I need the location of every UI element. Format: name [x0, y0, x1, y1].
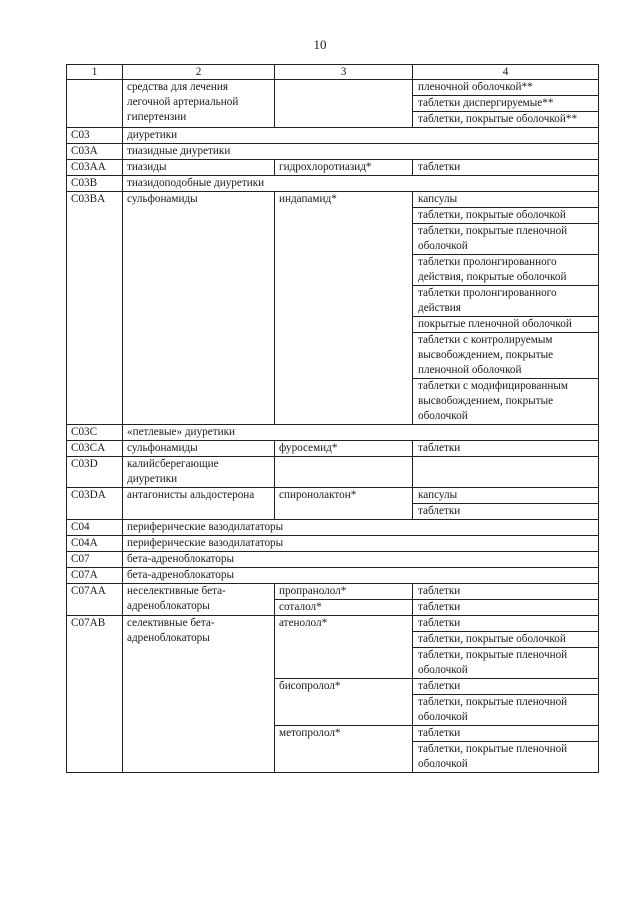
group-name-cell: неселективные бета-адреноблокаторы	[123, 584, 275, 616]
group-name-cell: тиазидные диуретики	[123, 144, 599, 160]
table-row	[67, 144, 599, 160]
dosage-form: капсулы	[418, 193, 458, 205]
drug-name-cell	[275, 457, 413, 488]
group-name-cell: калийсберегающие диуретики	[123, 457, 275, 488]
group-name-cell: антагонисты альдостерона	[123, 488, 275, 520]
dosage-forms-cell	[413, 457, 599, 488]
header-row	[67, 65, 599, 80]
table-row	[67, 160, 599, 176]
drug-name-cell: фуросемид*	[275, 441, 413, 457]
drug-name-cell: гидрохлоротиазид*	[275, 160, 413, 176]
atc-code-cell: C07	[67, 552, 123, 568]
dosage-form: таблетки	[418, 727, 461, 739]
table-row	[67, 425, 599, 441]
atc-code-cell: C07A	[67, 568, 123, 584]
table-row	[67, 552, 599, 568]
table-row	[67, 616, 599, 679]
column-header: 1	[67, 65, 123, 80]
dosage-form: таблетки	[418, 161, 461, 173]
dosage-form: таблетки	[418, 442, 461, 454]
dosage-form: таблетки, покрытые пленочной оболочкой	[413, 741, 598, 772]
atc-code-cell: C07AB	[67, 616, 123, 773]
drug-name-cell: бисопролол*	[275, 679, 413, 726]
column-header: 2	[123, 65, 275, 80]
group-name-cell: бета-адреноблокаторы	[123, 552, 599, 568]
atc-code-cell: C04A	[67, 536, 123, 552]
dosage-form: таблетки с модифицированным высвобождением, покрытые оболочкой	[413, 378, 598, 424]
table-row	[67, 584, 599, 600]
dosage-form: таблетки	[413, 503, 598, 519]
group-name-cell: тиазидоподобные диуретики	[123, 176, 599, 192]
dosage-form: таблетки, покрытые пленочной оболочкой	[413, 647, 598, 678]
group-name-cell: «петлевые» диуретики	[123, 425, 599, 441]
dosage-form: таблетки диспергируемые**	[413, 95, 598, 111]
table-row	[67, 457, 599, 488]
group-name-cell: средства для лечения легочной артериальной гипертензии	[123, 80, 275, 128]
atc-code-cell: C03A	[67, 144, 123, 160]
table-row	[67, 536, 599, 552]
dosage-forms-cell	[413, 616, 599, 679]
group-name-cell: сульфонамиды	[123, 441, 275, 457]
table-row	[67, 80, 599, 128]
atc-code-cell: C07AA	[67, 584, 123, 616]
table-row	[67, 192, 599, 425]
atc-code-cell: C03D	[67, 457, 123, 488]
dosage-forms-cell	[413, 726, 599, 773]
dosage-form: таблетки пролонгированного действия	[413, 285, 598, 316]
dosage-form: таблетки	[418, 617, 461, 629]
column-header: 3	[275, 65, 413, 80]
dosage-form: таблетки, покрытые пленочной оболочкой	[413, 694, 598, 725]
table-row	[67, 176, 599, 192]
table-row	[67, 488, 599, 520]
table-row	[67, 441, 599, 457]
group-name-cell: сульфонамиды	[123, 192, 275, 425]
atc-code-cell: C04	[67, 520, 123, 536]
dosage-form: таблетки, покрытые оболочкой	[413, 631, 598, 647]
atc-code-cell: C03AA	[67, 160, 123, 176]
dosage-form: покрытые пленочной оболочкой	[413, 316, 598, 332]
drug-name-cell: атенолол*	[275, 616, 413, 679]
drug-table	[66, 64, 599, 773]
dosage-forms-cell	[413, 600, 599, 616]
dosage-form: таблетки пролонгированного действия, покрытые оболочкой	[413, 254, 598, 285]
dosage-form: таблетки с контролируемым высвобождением, покрытые пленочной оболочкой	[413, 332, 598, 378]
atc-code-cell: C03CA	[67, 441, 123, 457]
drug-name-cell: индапамид*	[275, 192, 413, 425]
group-name-cell: диуретики	[123, 128, 599, 144]
drug-name-cell	[275, 80, 413, 128]
group-name-cell: периферические вазодилататоры	[123, 536, 599, 552]
dosage-form	[413, 457, 598, 472]
drug-name-cell: пропранолол*	[275, 584, 413, 600]
dosage-form: таблетки	[418, 680, 461, 692]
dosage-forms-cell	[413, 488, 599, 520]
dosage-form: таблетки, покрытые оболочкой**	[413, 111, 598, 127]
drug-name-cell: метопролол*	[275, 726, 413, 773]
table-row	[67, 128, 599, 144]
drug-name-cell: спиронолактон*	[275, 488, 413, 520]
dosage-form: таблетки, покрытые пленочной оболочкой	[413, 223, 598, 254]
group-name-cell: периферические вазодилататоры	[123, 520, 599, 536]
dosage-form: таблетки	[418, 601, 461, 613]
table-row	[67, 568, 599, 584]
dosage-forms-cell	[413, 80, 599, 128]
atc-code-cell	[67, 80, 123, 128]
group-name-cell: тиазиды	[123, 160, 275, 176]
dosage-forms-cell	[413, 192, 599, 425]
page-number: 10	[313, 37, 327, 52]
group-name-cell: бета-адреноблокаторы	[123, 568, 599, 584]
atc-code-cell: C03	[67, 128, 123, 144]
dosage-form: таблетки	[418, 585, 461, 597]
dosage-form: капсулы	[418, 489, 458, 501]
atc-code-cell: C03C	[67, 425, 123, 441]
dosage-form: пленочной оболочкой**	[418, 81, 533, 93]
dosage-forms-cell	[413, 160, 599, 176]
dosage-forms-cell	[413, 679, 599, 726]
atc-code-cell: C03B	[67, 176, 123, 192]
atc-code-cell: C03DA	[67, 488, 123, 520]
atc-code-cell: C03BA	[67, 192, 123, 425]
dosage-forms-cell	[413, 584, 599, 600]
dosage-form: таблетки, покрытые оболочкой	[413, 207, 598, 223]
group-name-cell: селективные бета-адреноблокаторы	[123, 616, 275, 773]
column-header: 4	[413, 65, 599, 80]
dosage-forms-cell	[413, 441, 599, 457]
drug-name-cell: соталол*	[275, 600, 413, 616]
table-row	[67, 520, 599, 536]
